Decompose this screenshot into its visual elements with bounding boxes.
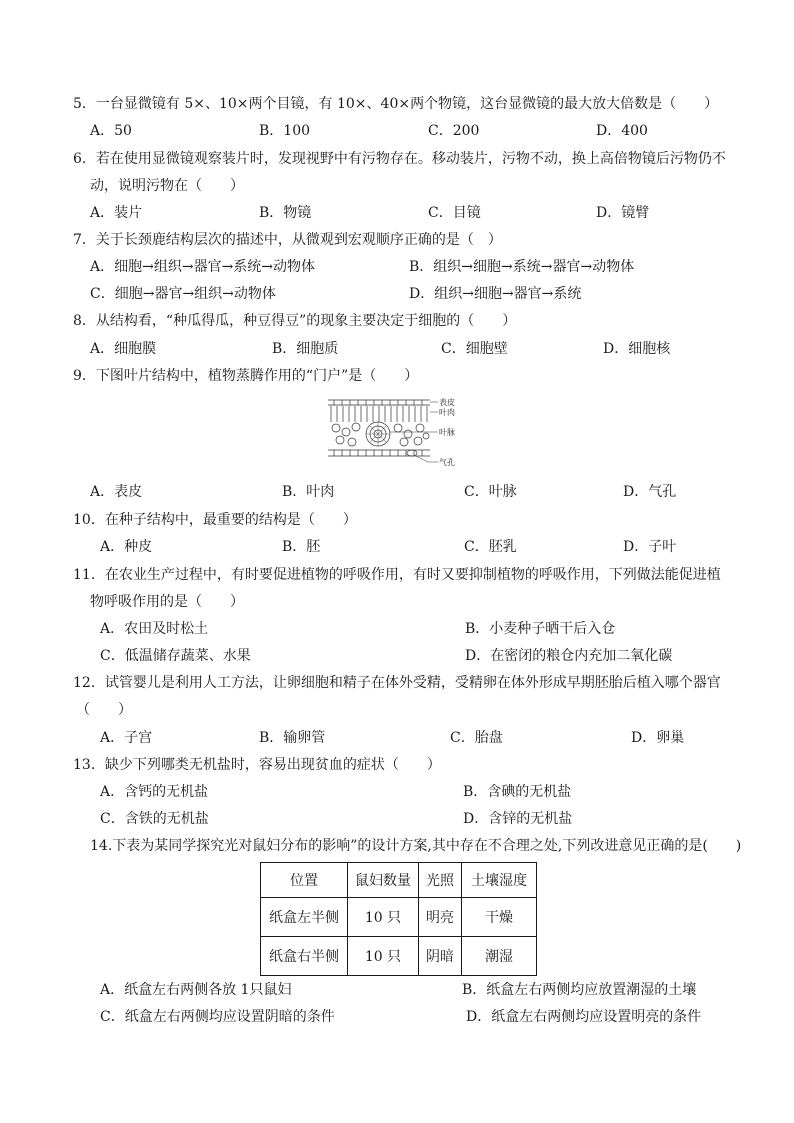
q14-option-b[interactable]: B．纸盒左右两侧均应放置潮湿的土壤 — [462, 982, 697, 998]
table-row — [261, 937, 537, 976]
table-header-cell: 位置 — [261, 863, 348, 898]
table-cell: 明亮 — [419, 898, 462, 937]
q6-stem-line1: 6．若在使用显微镜观察装片时，发现视野中有污物存在。移动装片，污物不动，换上高倍物镜后污物仍不 — [73, 151, 726, 167]
q7-option-b[interactable]: B．组织→细胞→系统→器官→动物体 — [409, 259, 635, 275]
q6-option-a[interactable]: A．装片 — [90, 205, 143, 221]
table-cell: 阴暗 — [419, 937, 462, 976]
q14-option-c[interactable]: C．纸盒左右两侧均应设置阴暗的条件 — [100, 1009, 335, 1025]
q6-option-c[interactable]: C．目镜 — [428, 205, 481, 221]
q9-option-b[interactable]: B．叶肉 — [282, 484, 335, 500]
figure-label-stoma: 气孔 — [439, 458, 455, 467]
q7-option-c[interactable]: C．细胞→器官→组织→动物体 — [90, 286, 276, 302]
q6-stem-line2: 动，说明污物在（ ） — [90, 178, 244, 194]
q13-stem: 13．缺少下列哪类无机盐时，容易出现贫血的症状（ ） — [73, 757, 441, 773]
q13-option-d[interactable]: D．含锌的无机盐 — [463, 811, 573, 827]
experiment-table — [260, 862, 537, 976]
q14-option-d[interactable]: D．纸盒左右两侧均应设置明亮的条件 — [466, 1009, 702, 1025]
q7-stem: 7．关于长颈鹿结构层次的描述中，从微观到宏观顺序正确的是（ ） — [73, 232, 502, 248]
q11-stem-line2: 物呼吸作用的是（ ） — [90, 594, 244, 610]
q11-stem-line1: 11．在农业生产过程中，有时要促进植物的呼吸作用，有时又要抑制植物的呼吸作用，下列做法能促进植 — [73, 567, 721, 583]
q10-option-d[interactable]: D．子叶 — [623, 539, 677, 555]
table-header-row — [261, 863, 537, 898]
table-row — [261, 898, 537, 937]
q5-option-b[interactable]: B．100 — [259, 123, 311, 139]
q12-stem-line1: 12．试管婴儿是利用人工方法，让卵细胞和精子在体外受精，受精卵在体外形成早期胚胎后植入哪个器官 — [73, 675, 721, 691]
q10-stem: 10．在种子结构中，最重要的结构是（ ） — [73, 512, 357, 528]
q6-option-d[interactable]: D．镜臂 — [596, 205, 650, 221]
q14-stem: 14.下表为某同学探究光对鼠妇分布的影响”的设计方案,其中存在不合理之处,下列改进意见正确的是( ) — [90, 838, 742, 854]
q12-stem-line2: （ ） — [76, 702, 132, 718]
figure-label-vein: 叶脉 — [439, 428, 455, 437]
q14-option-a[interactable]: A．纸盒左右两侧各放 1只鼠妇 — [100, 982, 292, 998]
table-header-cell: 土壤湿度 — [462, 863, 537, 898]
q5-option-a[interactable]: A．50 — [90, 123, 132, 139]
q8-stem: 8．从结构看，“种瓜得瓜，种豆得豆”的现象主要决定于细胞的（ ） — [73, 313, 517, 329]
q5-stem: 5．一台显微镜有 5×、10×两个目镜，有 10×、40×两个物镜，这台显微镜的最大放大倍数是（ ） — [73, 96, 719, 112]
q8-option-b[interactable]: B．细胞质 — [272, 341, 339, 357]
q7-option-a[interactable]: A．细胞→组织→器官→系统→动物体 — [90, 259, 316, 275]
q10-option-b[interactable]: B．胚 — [282, 539, 321, 555]
q12-option-c[interactable]: C．胎盘 — [450, 730, 503, 746]
table-header-cell: 鼠妇数量 — [348, 863, 419, 898]
q11-option-c[interactable]: C．低温储存蔬菜、水果 — [100, 648, 251, 664]
q9-option-d[interactable]: D．气孔 — [623, 484, 677, 500]
figure-label-mesophyll: 叶肉 — [439, 408, 455, 417]
q8-option-c[interactable]: C．细胞壁 — [441, 341, 508, 357]
q8-option-d[interactable]: D．细胞核 — [603, 341, 671, 357]
q12-option-b[interactable]: B．输卵管 — [259, 730, 326, 746]
table-header-cell: 光照 — [419, 863, 462, 898]
q10-option-a[interactable]: A．种皮 — [100, 539, 153, 555]
figure-label-epidermis: 表皮 — [439, 398, 455, 407]
q5-option-c[interactable]: C．200 — [428, 123, 480, 139]
q9-option-a[interactable]: A．表皮 — [90, 484, 143, 500]
q12-option-d[interactable]: D．卵巢 — [631, 730, 685, 746]
table-cell: 干燥 — [462, 898, 537, 937]
q12-option-a[interactable]: A．子宫 — [100, 730, 153, 746]
q11-option-d[interactable]: D．在密闭的粮仓内充加二氧化碳 — [465, 648, 673, 664]
q5-option-d[interactable]: D．400 — [596, 123, 648, 139]
table-cell: 纸盒右半侧 — [261, 937, 348, 976]
table-cell: 10 只 — [348, 898, 419, 937]
q6-option-b[interactable]: B．物镜 — [259, 205, 312, 221]
table-cell: 纸盒左半侧 — [261, 898, 348, 937]
table-cell: 10 只 — [348, 937, 419, 976]
q9-option-c[interactable]: C．叶脉 — [464, 484, 517, 500]
q10-option-c[interactable]: C．胚乳 — [464, 539, 517, 555]
q7-option-d[interactable]: D．组织→细胞→器官→系统 — [409, 286, 582, 302]
table-cell: 潮湿 — [462, 937, 537, 976]
q11-option-a[interactable]: A．农田及时松土 — [100, 621, 209, 637]
q13-option-a[interactable]: A．含钙的无机盐 — [100, 784, 209, 800]
q13-option-c[interactable]: C．含铁的无机盐 — [100, 811, 209, 827]
q8-option-a[interactable]: A．细胞膜 — [90, 341, 157, 357]
q13-option-b[interactable]: B．含碘的无机盐 — [463, 784, 572, 800]
q9-stem: 9．下图叶片结构中，植物蒸腾作用的“门户”是（ ） — [73, 368, 419, 384]
q11-option-b[interactable]: B．小麦种子晒干后入仓 — [465, 621, 616, 637]
leaf-structure-figure — [326, 396, 460, 468]
